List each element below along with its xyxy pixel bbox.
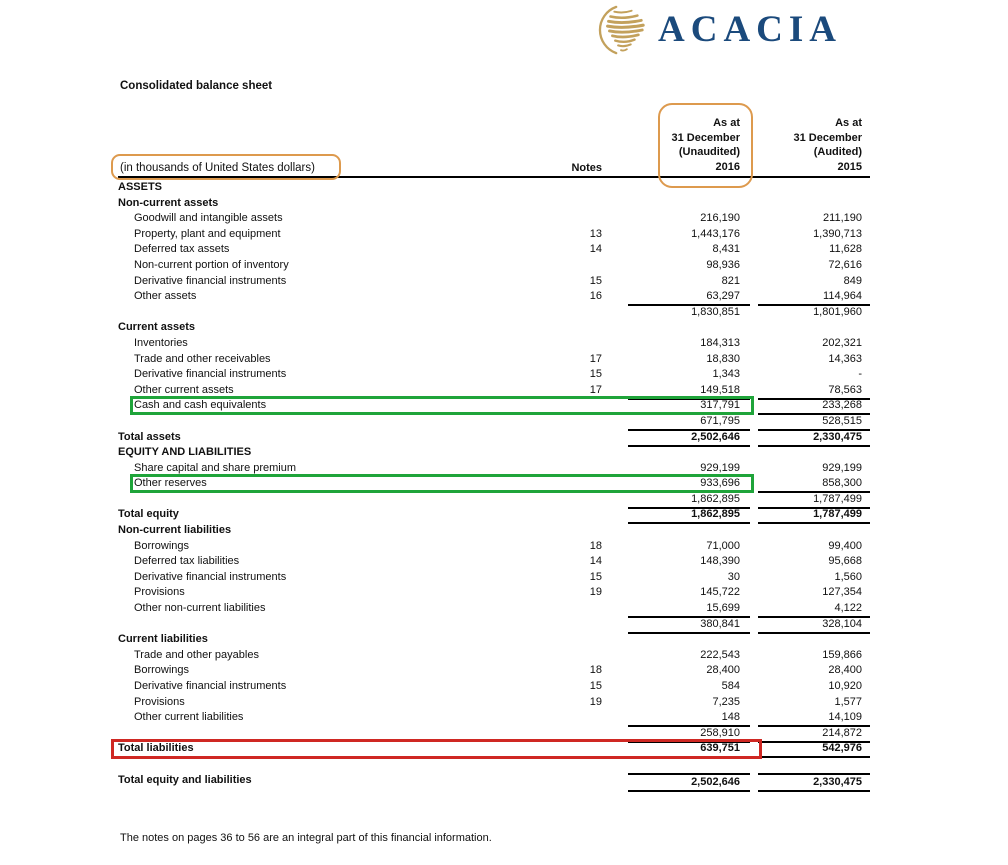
row-value-2015: 858,300	[758, 476, 870, 493]
row-note-ref	[538, 710, 628, 727]
row-label: Other current liabilities	[134, 711, 244, 724]
row-label: Derivative financial instruments	[134, 368, 287, 381]
row-note-ref	[538, 445, 628, 461]
table-row	[118, 679, 870, 695]
row-label: EQUITY AND LIABILITIES	[118, 446, 252, 459]
column-gap	[750, 663, 758, 679]
row-note-ref: 17	[589, 352, 602, 365]
row-value-2015: 95,668	[828, 555, 862, 568]
row-value-2015: 1,560	[834, 570, 862, 583]
row-value-2015: 1,577	[834, 695, 862, 708]
row-value-2015: 849	[843, 274, 862, 287]
row-value-2016: 98,936	[706, 258, 740, 271]
column-gap	[750, 211, 758, 227]
column-gap	[750, 242, 758, 258]
col2016-line1: As at	[713, 117, 740, 129]
row-value-2016: 1,862,895	[628, 507, 750, 524]
row-label: Other non-current liabilities	[134, 602, 266, 615]
row-note-ref: 15	[589, 680, 602, 692]
column-gap	[750, 320, 758, 336]
row-value-2016: 18,830	[706, 352, 740, 365]
column-gap	[750, 679, 758, 695]
col2016-line2: 31 December	[671, 131, 740, 144]
acacia-logo	[596, 4, 842, 56]
row-label: Derivative financial instruments	[134, 680, 287, 692]
table-row	[118, 383, 870, 399]
column-gap	[750, 289, 758, 306]
table-row	[118, 585, 870, 601]
row-label: Current liabilities	[118, 633, 208, 646]
table-row	[118, 632, 870, 648]
table-row	[118, 398, 870, 414]
column-gap	[750, 710, 758, 727]
row-value-2015	[758, 180, 870, 196]
row-note-ref	[538, 398, 628, 415]
column-2016-header	[672, 116, 741, 174]
row-value-2015: 72,616	[828, 258, 862, 271]
row-value-2016: 7,235	[712, 695, 740, 708]
column-gap	[750, 648, 758, 664]
row-value-2015: 114,964	[758, 289, 870, 306]
row-label: Total assets	[118, 430, 181, 443]
table-row	[118, 180, 870, 196]
unit-label: (in thousands of United States dollars)	[120, 162, 315, 174]
column-gap	[750, 507, 758, 524]
row-note-ref: 14	[589, 243, 602, 256]
row-value-2015	[758, 320, 870, 336]
row-value-2015: 214,872	[758, 726, 870, 743]
table-row	[118, 196, 870, 212]
column-gap	[750, 695, 758, 711]
row-label	[118, 726, 538, 743]
row-value-2015: 929,199	[822, 461, 862, 474]
row-value-2016: 145,722	[700, 586, 740, 599]
row-label: Cash and cash equivalents	[134, 399, 267, 412]
column-gap	[750, 741, 758, 758]
row-label: ASSETS	[118, 181, 163, 193]
row-value-2015: 99,400	[828, 539, 862, 552]
row-label: Trade and other receivables	[134, 352, 271, 365]
table-row	[118, 492, 870, 508]
row-value-2015	[758, 445, 870, 461]
row-value-2016: 1,443,176	[691, 227, 740, 240]
column-gap	[750, 461, 758, 477]
row-value-2015: 211,190	[823, 212, 862, 225]
row-label	[118, 617, 538, 634]
row-label: Derivative financial instruments	[134, 274, 287, 287]
row-value-2015: 28,400	[828, 664, 862, 677]
balance-sheet-table	[118, 98, 870, 789]
row-label: Borrowings	[134, 664, 190, 677]
row-label: Provisions	[134, 695, 185, 708]
row-note-ref	[538, 211, 628, 227]
table-row	[118, 726, 870, 742]
table-row	[118, 211, 870, 227]
row-value-2016: 63,297	[628, 289, 750, 306]
row-note-ref	[538, 258, 628, 274]
column-gap	[750, 352, 758, 368]
row-note-ref	[538, 430, 628, 447]
row-note-ref: 16	[589, 290, 602, 303]
row-value-2016: 148	[628, 710, 750, 727]
row-value-2015: 4,122	[758, 601, 870, 618]
row-note-ref	[538, 461, 628, 477]
column-gap	[750, 617, 758, 634]
table-row	[118, 430, 870, 446]
table-row	[118, 773, 870, 789]
row-note-ref: 17	[589, 383, 602, 396]
row-label: Borrowings	[134, 539, 190, 552]
column-gap	[750, 414, 758, 431]
page-title: Consolidated balance sheet	[120, 80, 273, 92]
row-note-ref: 18	[589, 539, 602, 552]
column-gap	[750, 274, 758, 290]
row-value-2015: -	[858, 368, 862, 381]
row-label: Total liabilities	[118, 742, 194, 755]
column-gap	[750, 258, 758, 274]
row-note-ref: 13	[589, 227, 602, 240]
table-row	[118, 445, 870, 461]
row-label: Current assets	[118, 321, 196, 334]
row-value-2016: 8,431	[712, 243, 740, 256]
column-gap	[750, 180, 758, 196]
table-row	[118, 461, 870, 477]
row-note-ref	[538, 305, 628, 321]
row-value-2015: 528,515	[758, 414, 870, 431]
table-row	[118, 554, 870, 570]
row-value-2015: 542,976	[758, 741, 870, 758]
row-label: Trade and other payables	[134, 648, 259, 661]
row-value-2015: 1,787,499	[758, 507, 870, 524]
row-value-2015	[758, 196, 870, 212]
column-gap	[750, 554, 758, 570]
table-row	[118, 570, 870, 586]
row-note-ref: 14	[589, 555, 602, 568]
row-value-2015: 10,920	[828, 680, 862, 692]
row-note-ref	[538, 320, 628, 336]
column-gap	[750, 476, 758, 493]
row-label: Total equity	[118, 508, 179, 521]
col2015-line1: As at	[835, 117, 862, 129]
row-note-ref	[538, 726, 628, 743]
row-value-2015	[758, 523, 870, 539]
row-value-2016: 821	[721, 274, 740, 287]
row-value-2016	[628, 445, 750, 461]
table-row	[118, 523, 870, 539]
row-note-ref	[538, 180, 628, 196]
col2016-line3: (Unaudited)	[678, 146, 740, 158]
row-value-2016	[628, 320, 750, 336]
row-value-2015: 1,787,499	[758, 492, 870, 509]
column-gap	[750, 492, 758, 509]
table-row	[118, 258, 870, 274]
row-value-2016: 317,791	[628, 398, 750, 415]
row-note-ref	[538, 507, 628, 524]
row-value-2016: 28,400	[706, 664, 740, 677]
row-value-2016: 639,751	[628, 741, 750, 758]
footer-note: The notes on pages 36 to 56 are an integral part of this financial information.	[120, 832, 492, 844]
column-gap	[750, 570, 758, 586]
table-row	[118, 741, 870, 757]
table-row	[118, 289, 870, 305]
row-value-2016: 149,518	[628, 383, 750, 400]
row-value-2015: 127,354	[822, 586, 862, 599]
row-value-2016: 148,390	[700, 555, 740, 568]
row-note-ref	[538, 773, 628, 792]
row-note-ref	[538, 414, 628, 431]
row-value-2016: 1,343	[712, 368, 740, 381]
table-row	[118, 336, 870, 352]
row-value-2016: 1,862,895	[628, 492, 750, 509]
row-value-2016: 1,830,851	[691, 305, 740, 318]
row-note-ref	[538, 617, 628, 634]
table-row	[118, 227, 870, 243]
row-value-2015: 14,109	[758, 710, 870, 727]
table-row	[118, 320, 870, 336]
row-label: Deferred tax assets	[134, 243, 230, 256]
table-row	[118, 414, 870, 430]
row-label: Other current assets	[134, 383, 234, 396]
row-value-2016: 380,841	[628, 617, 750, 634]
table-row	[118, 710, 870, 726]
row-value-2015: 159,866	[822, 648, 862, 661]
row-value-2016: 71,000	[706, 539, 740, 552]
col2015-year: 2015	[837, 160, 862, 173]
row-value-2016: 584	[721, 680, 740, 692]
column-gap	[750, 398, 758, 415]
row-label: Goodwill and intangible assets	[134, 212, 283, 225]
row-label: Non-current portion of inventory	[134, 258, 289, 271]
row-note-ref: 15	[589, 368, 602, 381]
table-header	[118, 98, 870, 178]
row-value-2015: 1,801,960	[813, 305, 862, 318]
row-label	[118, 492, 538, 509]
row-label: Non-current liabilities	[118, 524, 232, 537]
row-note-ref: 15	[589, 274, 602, 287]
row-label	[118, 305, 538, 321]
row-label: Property, plant and equipment	[134, 227, 281, 240]
table-row	[118, 601, 870, 617]
column-gap	[750, 196, 758, 212]
table-row	[118, 352, 870, 368]
row-note-ref: 15	[589, 570, 602, 583]
table-row	[118, 539, 870, 555]
row-note-ref	[538, 648, 628, 664]
row-value-2015: 78,563	[758, 383, 870, 400]
row-label: Inventories	[134, 336, 188, 349]
column-gap	[750, 367, 758, 383]
row-note-ref: 19	[589, 695, 602, 708]
row-note-ref	[538, 523, 628, 539]
table-row	[118, 695, 870, 711]
table-row	[118, 305, 870, 321]
row-label: Deferred tax liabilities	[134, 555, 240, 568]
globe-africa-icon	[596, 4, 648, 56]
row-value-2015	[758, 632, 870, 648]
row-note-ref	[538, 336, 628, 352]
row-value-2016: 30	[727, 570, 740, 583]
row-note-ref: 19	[589, 586, 602, 599]
row-note-ref	[538, 476, 628, 493]
row-value-2016: 929,199	[700, 461, 740, 474]
row-value-2016: 671,795	[628, 414, 750, 431]
col2015-line3: (Audited)	[813, 146, 862, 158]
row-value-2016: 2,502,646	[628, 773, 750, 792]
row-value-2016: 2,502,646	[628, 430, 750, 447]
row-value-2016: 933,696	[628, 476, 750, 493]
row-value-2016	[628, 523, 750, 539]
column-gap	[750, 383, 758, 400]
col2015-line2: 31 December	[793, 131, 862, 144]
row-note-ref	[538, 601, 628, 618]
column-gap	[750, 227, 758, 243]
row-value-2016	[628, 196, 750, 212]
column-gap	[750, 632, 758, 648]
row-label: Other reserves	[134, 477, 207, 490]
row-label	[118, 414, 538, 431]
column-gap	[750, 305, 758, 321]
table-row	[118, 476, 870, 492]
row-label: Non-current assets	[118, 196, 219, 209]
row-value-2015: 233,268	[758, 398, 870, 415]
row-value-2016: 258,910	[628, 726, 750, 743]
column-gap	[750, 601, 758, 618]
column-gap	[750, 445, 758, 461]
table-row	[118, 507, 870, 523]
table-row	[118, 367, 870, 383]
row-value-2016: 15,699	[628, 601, 750, 618]
row-value-2016: 222,543	[700, 648, 740, 661]
row-value-2015: 2,330,475	[758, 773, 870, 792]
table-row	[118, 274, 870, 290]
notes-column-header: Notes	[571, 162, 602, 174]
row-label: Provisions	[134, 586, 185, 599]
column-gap	[750, 585, 758, 601]
table-rows	[118, 178, 870, 789]
row-value-2015: 1,390,713	[813, 227, 862, 240]
row-note-ref	[538, 632, 628, 648]
row-value-2015: 202,321	[822, 336, 862, 349]
row-label: Other assets	[134, 290, 197, 303]
col2016-year: 2016	[715, 160, 740, 173]
row-note-ref: 18	[589, 664, 602, 677]
row-value-2015: 328,104	[758, 617, 870, 634]
row-label: Share capital and share premium	[134, 461, 297, 474]
row-value-2016: 216,190	[700, 212, 740, 225]
column-gap	[750, 430, 758, 447]
table-row	[118, 648, 870, 664]
column-gap	[750, 773, 758, 792]
column-gap	[750, 523, 758, 539]
table-row	[118, 617, 870, 633]
table-row	[118, 242, 870, 258]
row-note-ref	[538, 196, 628, 212]
column-gap	[750, 336, 758, 352]
row-label: Total equity and liabilities	[118, 773, 252, 786]
logo-wordmark: ACACIA	[658, 9, 842, 50]
row-value-2016: 184,313	[700, 336, 740, 349]
row-note-ref	[538, 741, 628, 758]
column-gap	[750, 726, 758, 743]
row-note-ref	[538, 492, 628, 509]
row-value-2016	[628, 632, 750, 648]
row-label: Derivative financial instruments	[134, 570, 287, 583]
column-2015-header	[794, 116, 863, 174]
row-value-2015: 11,628	[829, 243, 862, 256]
row-value-2015: 14,363	[828, 352, 862, 365]
row-value-2015: 2,330,475	[758, 430, 870, 447]
column-gap	[750, 539, 758, 555]
table-row	[118, 663, 870, 679]
